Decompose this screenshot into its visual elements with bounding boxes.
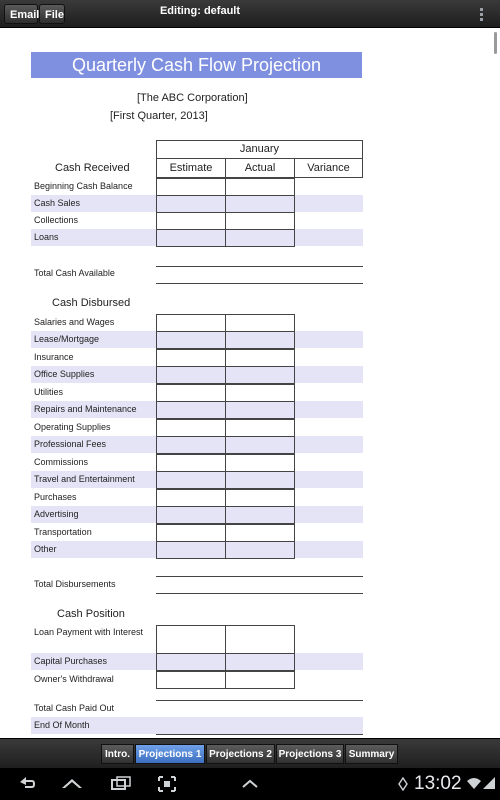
actual-cell[interactable] — [225, 401, 295, 419]
divider — [156, 593, 363, 594]
divider — [156, 700, 363, 701]
editing-title: Editing: default — [159, 5, 241, 17]
scrollbar[interactable] — [494, 32, 497, 54]
actual-cell[interactable] — [225, 524, 295, 542]
actual-cell[interactable] — [225, 212, 295, 230]
estimate-cell[interactable] — [156, 314, 226, 332]
total-cash-available-label[interactable]: Total Cash Available — [34, 268, 115, 278]
estimate-cell[interactable] — [156, 419, 226, 437]
estimate-cell[interactable] — [156, 524, 226, 542]
column-actual[interactable]: Actual — [225, 158, 295, 178]
actual-cell[interactable] — [225, 229, 295, 247]
divider — [156, 283, 363, 284]
actual-cell[interactable] — [225, 471, 295, 489]
wifi-icon — [466, 776, 482, 793]
row-label[interactable]: Transportation — [34, 527, 92, 537]
tab-intro[interactable]: Intro. — [101, 744, 134, 764]
row-label[interactable]: Repairs and Maintenance — [31, 401, 363, 418]
overflow-menu-icon[interactable] — [480, 8, 484, 23]
tab-projections-2[interactable]: Projections 2 — [206, 744, 275, 764]
estimate-cell[interactable] — [156, 212, 226, 230]
column-variance[interactable]: Variance — [294, 158, 363, 178]
actual-cell[interactable] — [225, 178, 295, 196]
total-disbursements-label[interactable]: Total Disbursements — [34, 579, 116, 589]
row-label[interactable]: Insurance — [34, 352, 74, 362]
company-name: [The ABC Corporation] — [137, 92, 248, 104]
status-clock: 13:02 — [414, 773, 462, 794]
estimate-cell[interactable] — [156, 625, 226, 654]
estimate-cell[interactable] — [156, 401, 226, 419]
row-label[interactable]: Lease/Mortgage — [31, 331, 363, 348]
column-estimate[interactable]: Estimate — [156, 158, 226, 178]
recent-apps-icon[interactable] — [108, 768, 134, 800]
actual-cell[interactable] — [225, 489, 295, 507]
row-label[interactable]: Purchases — [34, 492, 77, 502]
row-label[interactable]: Loans — [31, 229, 363, 246]
end-of-month-label[interactable]: End Of Month — [31, 717, 363, 734]
estimate-cell[interactable] — [156, 195, 226, 213]
row-label[interactable]: Travel and Entertainment — [31, 471, 363, 488]
usb-debug-icon — [397, 777, 409, 794]
row-label[interactable]: Loan Payment with Interest — [34, 627, 144, 637]
row-label[interactable]: Cash Sales — [31, 195, 363, 212]
estimate-cell[interactable] — [156, 384, 226, 402]
email-button[interactable]: Email — [4, 4, 38, 24]
section-cash-received: Cash Received — [55, 162, 130, 174]
actual-cell[interactable] — [225, 454, 295, 472]
divider — [156, 266, 363, 267]
actual-cell[interactable] — [225, 541, 295, 559]
tab-projections-3[interactable]: Projections 3 — [276, 744, 344, 764]
section-cash-position: Cash Position — [57, 608, 125, 620]
actual-cell[interactable] — [225, 384, 295, 402]
system-nav-bar — [0, 768, 500, 800]
tab-projections-1[interactable]: Projections 1 — [135, 744, 205, 764]
row-label[interactable]: Operating Supplies — [34, 422, 111, 432]
estimate-cell[interactable] — [156, 331, 226, 349]
actual-cell[interactable] — [225, 436, 295, 454]
estimate-cell[interactable] — [156, 541, 226, 559]
row-label[interactable]: Beginning Cash Balance — [34, 181, 133, 191]
row-label[interactable]: Collections — [34, 215, 79, 225]
sheet-tab-bar — [0, 738, 500, 768]
sheet-title: Quarterly Cash Flow Projection — [31, 52, 362, 78]
estimate-cell[interactable] — [156, 229, 226, 247]
row-label[interactable]: Professional Fees — [31, 436, 363, 453]
divider — [156, 576, 363, 577]
home-icon[interactable] — [58, 768, 86, 800]
estimate-cell[interactable] — [156, 471, 226, 489]
row-label[interactable]: Capital Purchases — [31, 653, 363, 670]
actual-cell[interactable] — [225, 314, 295, 332]
actual-cell[interactable] — [225, 419, 295, 437]
row-label[interactable]: Salaries and Wages — [34, 317, 115, 327]
file-button[interactable]: File — [39, 4, 65, 24]
spreadsheet-document[interactable] — [0, 28, 500, 738]
estimate-cell[interactable] — [156, 506, 226, 524]
top-toolbar — [0, 0, 500, 28]
row-label[interactable]: Office Supplies — [31, 366, 363, 383]
actual-cell[interactable] — [225, 653, 295, 671]
estimate-cell[interactable] — [156, 436, 226, 454]
actual-cell[interactable] — [225, 625, 295, 654]
actual-cell[interactable] — [225, 506, 295, 524]
signal-icon — [482, 776, 496, 793]
section-cash-disbursed: Cash Disbursed — [52, 297, 131, 309]
estimate-cell[interactable] — [156, 489, 226, 507]
estimate-cell[interactable] — [156, 653, 226, 671]
estimate-cell[interactable] — [156, 349, 226, 367]
actual-cell[interactable] — [225, 671, 295, 689]
up-chevron-icon[interactable] — [240, 768, 260, 800]
estimate-cell[interactable] — [156, 366, 226, 384]
actual-cell[interactable] — [225, 331, 295, 349]
total-cash-paid-out-label[interactable]: Total Cash Paid Out — [34, 703, 115, 713]
row-label[interactable]: Owner's Withdrawal — [34, 674, 114, 684]
period-label: [First Quarter, 2013] — [110, 110, 208, 122]
row-label[interactable]: Other — [31, 541, 363, 558]
actual-cell[interactable] — [225, 349, 295, 367]
divider — [156, 734, 363, 735]
estimate-cell[interactable] — [156, 671, 226, 689]
row-label[interactable]: Commissions — [34, 457, 89, 467]
row-label[interactable]: Utilities — [34, 387, 64, 397]
actual-cell[interactable] — [225, 195, 295, 213]
actual-cell[interactable] — [225, 366, 295, 384]
tab-summary[interactable]: Summary — [345, 744, 398, 764]
screenshot-icon[interactable] — [156, 768, 178, 800]
estimate-cell[interactable] — [156, 178, 226, 196]
month-header[interactable]: January — [156, 140, 363, 159]
back-icon[interactable] — [16, 768, 38, 800]
estimate-cell[interactable] — [156, 454, 226, 472]
row-label[interactable]: Advertising — [31, 506, 363, 523]
